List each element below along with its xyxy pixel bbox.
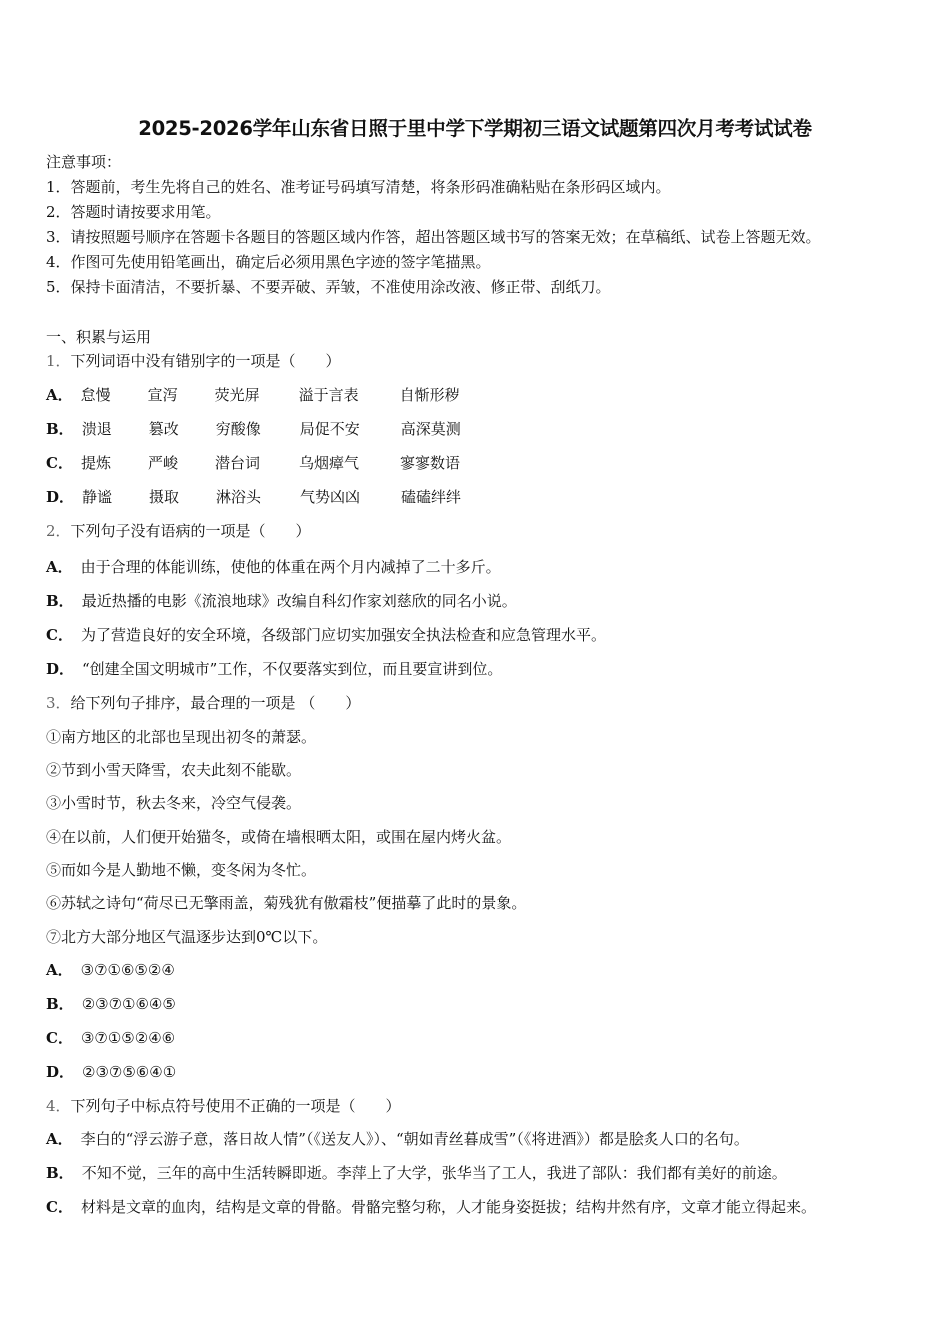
option-text: 不知不觉，三年的高中生活转瞬即逝。李萍上了大学，张华当了工人，我进了部队：我们都有美好的前途。 — [81, 1164, 787, 1182]
q3-option-c[interactable] — [46, 1028, 175, 1048]
option-word: 潜台词 — [214, 454, 260, 472]
q3-sentence: ④在以前，人们便开始猫冬，或倚在墙根晒太阳，或围在屋内烤火盆。 — [46, 828, 512, 846]
question-number: 3． — [46, 694, 71, 712]
option-label: A． — [46, 961, 73, 979]
question-stem: 下列词语中没有错别字的一项是（ ） — [70, 352, 341, 370]
q1-option-c[interactable] — [46, 453, 460, 473]
option-word: 荧光屏 — [214, 386, 260, 404]
q3-option-d[interactable] — [46, 1062, 176, 1082]
question-number: 4． — [46, 1097, 71, 1115]
q3-option-a[interactable] — [46, 960, 175, 980]
option-word: 溃退 — [81, 420, 112, 438]
option-label: D． — [46, 488, 75, 506]
option-label: C． — [46, 1029, 73, 1047]
option-label: B． — [46, 1164, 74, 1182]
q2-option-b[interactable] — [46, 591, 517, 611]
q3-sentence: ⑤而如今是人勤地不懒，变冬闲为冬忙。 — [46, 861, 317, 879]
option-word: 高深莫测 — [400, 420, 461, 438]
q3-sentence: ②节到小雪天降雪，农夫此刻不能歇。 — [46, 761, 302, 779]
question-number: 2． — [46, 522, 71, 540]
option-label: C． — [46, 626, 73, 644]
option-text: ②③⑦①⑥④⑤ — [81, 995, 176, 1013]
option-word: 局促不安 — [299, 420, 360, 438]
question-number: 1． — [46, 352, 71, 370]
q2-option-d[interactable] — [46, 659, 502, 679]
option-text: ③⑦①⑥⑤②④ — [80, 961, 175, 979]
option-word: 静谧 — [82, 488, 113, 506]
option-word: 提炼 — [80, 454, 111, 472]
option-text: ③⑦①⑤②④⑥ — [80, 1029, 176, 1047]
option-label: B． — [46, 420, 74, 438]
option-label: C． — [46, 1198, 73, 1216]
option-word: 篡改 — [148, 420, 179, 438]
q3-sentence: ①南方地区的北部也呈现出初冬的萧瑟。 — [46, 728, 317, 746]
option-text: 最近热播的电影《流浪地球》改编自科幻作家刘慈欣的同名小说。 — [81, 592, 517, 610]
option-text: 材料是文章的血肉，结构是文章的骨骼。骨骼完整匀称，人才能身姿挺拔；结构井然有序，文章才能立得起来。 — [80, 1198, 816, 1216]
question-2 — [46, 521, 311, 541]
option-text: 由于合理的体能训练，使他的体重在两个月内减掉了二十多斤。 — [80, 558, 501, 576]
question-3 — [46, 693, 360, 713]
q4-option-c[interactable] — [46, 1197, 816, 1217]
option-text: “创建全国文明城市”工作，不仅要落实到位，而且要宣讲到位。 — [82, 660, 503, 678]
notice-item: 2．答题时请按要求用笔。 — [46, 203, 221, 221]
q3-sentence: ③小雪时节，秋去冬来，冷空气侵袭。 — [46, 794, 302, 812]
page-title: 2025-2026学年山东省日照于里中学下学期初三语文试题第四次月考考试试卷 — [138, 117, 812, 140]
question-stem: 给下列句子排序，最合理的一项是 （ ） — [70, 694, 361, 712]
option-word: 摄取 — [149, 488, 180, 506]
q3-sentence: ⑥苏轼之诗句“荷尽已无擎雨盖，菊残犹有傲霜枝”便描摹了此时的景象。 — [46, 894, 527, 912]
q1-option-a[interactable] — [46, 385, 460, 405]
q3-option-b[interactable] — [46, 994, 176, 1014]
option-label: A． — [46, 1130, 73, 1148]
option-word: 淋浴头 — [216, 488, 262, 506]
option-label: B． — [46, 995, 74, 1013]
section-heading: 一、积累与运用 — [46, 328, 152, 346]
option-label: C． — [46, 454, 73, 472]
option-text: 李白的“浮云游子意，落日故人情”（《送友人》）、“朝如青丝暮成雪”（《将进酒》）都是脍炙人口的名句。 — [80, 1130, 749, 1148]
q3-sentence: ⑦北方大部分地区气温逐步达到0℃以下。 — [46, 928, 328, 946]
option-label: A． — [46, 386, 73, 404]
q4-option-a[interactable] — [46, 1129, 749, 1149]
option-word: 宣泻 — [147, 386, 178, 404]
q1-option-b[interactable] — [46, 419, 461, 439]
question-stem: 下列句子中标点符号使用不正确的一项是（ ） — [70, 1097, 401, 1115]
option-word: 磕磕绊绊 — [401, 488, 462, 506]
option-word: 穷酸像 — [215, 420, 261, 438]
notice-item: 3．请按照题号顺序在答题卡各题目的答题区域内作答，超出答题区域书写的答案无效；在草稿纸、试卷上答题无效。 — [46, 228, 821, 246]
option-word: 气势凶凶 — [300, 488, 361, 506]
option-label: D． — [46, 660, 75, 678]
option-word: 乌烟瘴气 — [298, 454, 359, 472]
option-label: A． — [46, 558, 73, 576]
option-text: 为了营造良好的安全环境，各级部门应切实加强安全执法检查和应急管理水平。 — [80, 626, 606, 644]
option-word: 自惭形秽 — [399, 386, 460, 404]
q4-option-b[interactable] — [46, 1163, 787, 1183]
q1-option-d[interactable] — [46, 487, 461, 507]
notice-item: 4．作图可先使用铅笔画出，确定后必须用黑色字迹的签字笔描黑。 — [46, 253, 491, 271]
option-word: 怠慢 — [80, 386, 111, 404]
notice-heading: 注意事项： — [46, 153, 122, 171]
q2-option-a[interactable] — [46, 557, 501, 577]
q2-option-c[interactable] — [46, 625, 606, 645]
option-text: ②③⑦⑤⑥④① — [82, 1063, 177, 1081]
option-label: D． — [46, 1063, 75, 1081]
notice-item: 1．答题前，考生先将自己的姓名、准考证号码填写清楚，将条形码准确粘贴在条形码区域内。 — [46, 178, 671, 196]
question-4 — [46, 1096, 401, 1116]
option-word: 溢于言表 — [298, 386, 359, 404]
question-stem: 下列句子没有语病的一项是（ ） — [70, 522, 311, 540]
option-label: B． — [46, 592, 74, 610]
option-word: 寥寥数语 — [399, 454, 460, 472]
notice-item: 5．保持卡面清洁，不要折暴、不要弄破、弄皱，不准使用涂改液、修正带、刮纸刀。 — [46, 278, 611, 296]
question-1 — [46, 351, 341, 371]
option-word: 严峻 — [147, 454, 178, 472]
